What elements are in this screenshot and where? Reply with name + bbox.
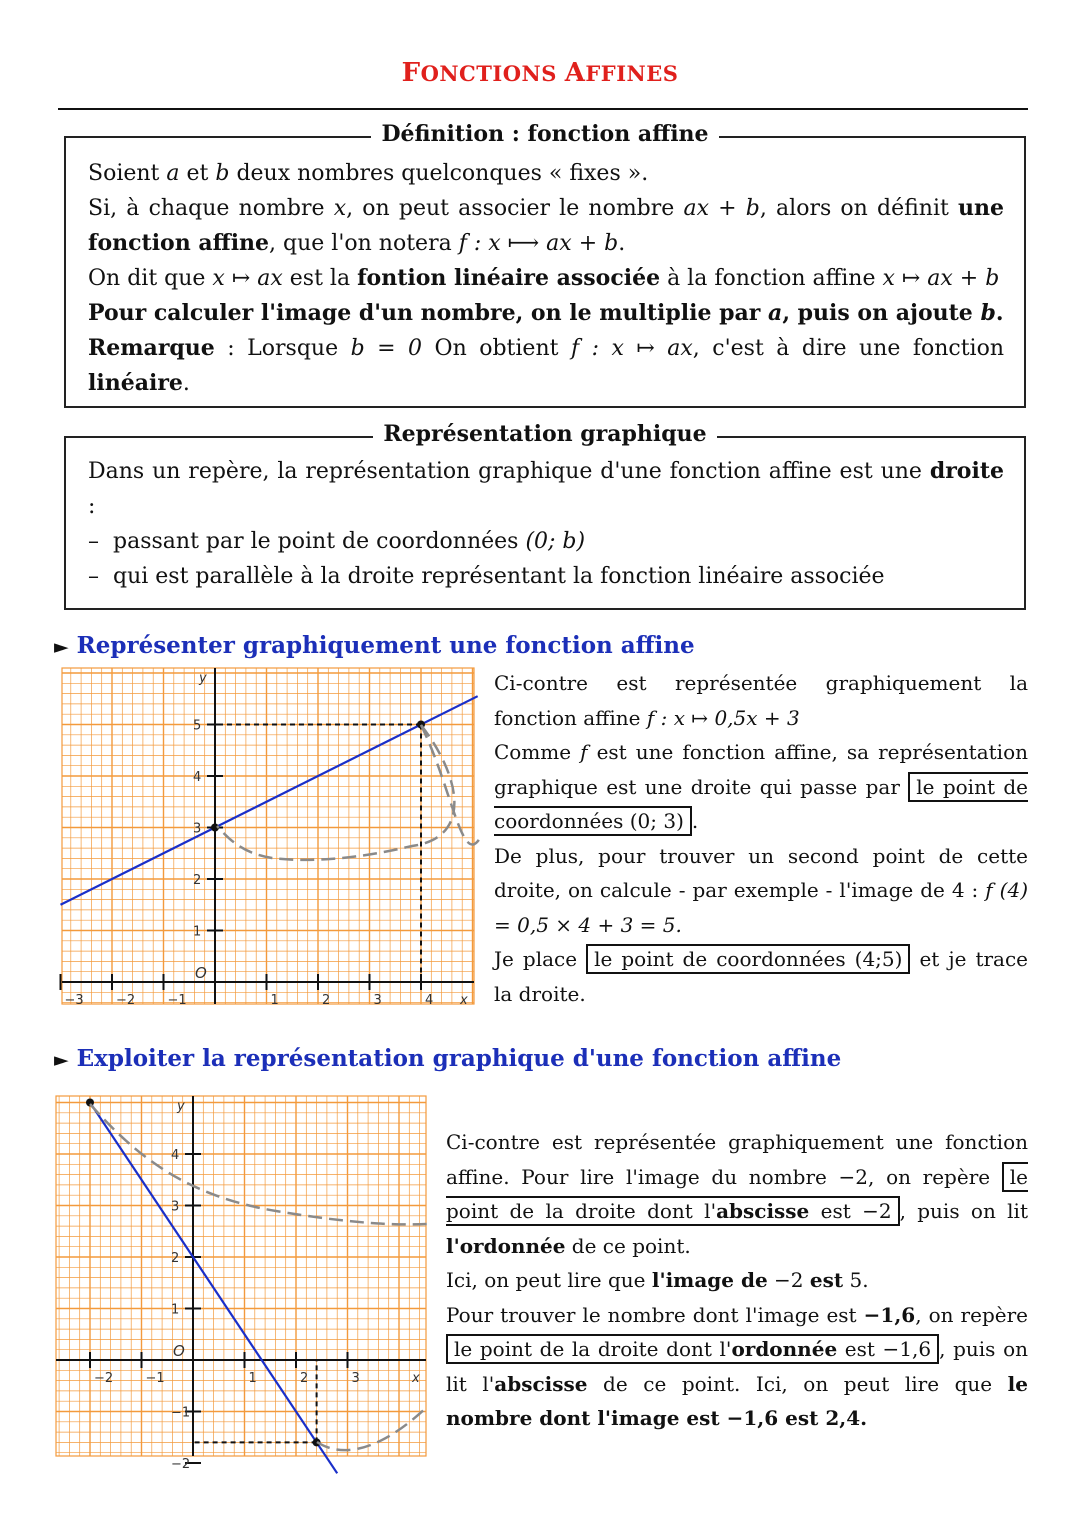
representation-heading: Représentation graphique <box>373 421 716 447</box>
origin-label: O <box>195 964 207 982</box>
definition-line-4: Pour calculer l'image d'un nombre, on le multiplie par a, puis on ajoute b. <box>88 300 1004 326</box>
section-1-title: ► Représenter graphiquement une fonction affine <box>54 632 695 659</box>
point-4-5-box: le point de coordonnées (4;5) <box>586 944 910 974</box>
y-tick-label: 3 <box>171 1199 180 1215</box>
title-first-letter: F <box>401 58 421 88</box>
section-1-p4: Je place le point de coordonnées (4;5) et je trace la droite. <box>494 942 1028 1011</box>
title-rest-b: FFINES <box>585 61 679 86</box>
x-tick-label: 2 <box>300 1371 309 1386</box>
origin-label: O <box>173 1342 185 1360</box>
x-tick-label: 3 <box>351 1371 360 1386</box>
page-title <box>0 58 1080 88</box>
section-2-p2: Ici, on peut lire que l'image de −2 est 5. <box>446 1268 869 1292</box>
section-1-text <box>494 666 1028 1011</box>
ordinate-box: le point de la droite dont l'ordonnée est −1,6 <box>446 1334 939 1364</box>
y-tick-label: 3 <box>193 821 202 837</box>
x-tick-label: −2 <box>94 1371 114 1386</box>
section-2-p3: Pour trouver le nombre dont l'image est −1,6, on repère le point de la droite dont l'ordonnée est −1,6 , puis on lit l'abscisse de ce point. Ici, on peut lire que le nombre dont l'image est −1,6 est 2,4. <box>446 1302 1028 1430</box>
grid-frame <box>62 668 474 1004</box>
definition-box <box>64 121 1026 408</box>
definition-heading: Définition : fonction affine <box>371 121 718 147</box>
definition-remark: Remarque : Lorsque b = 0 On obtient f : x ↦ ax, c'est à dire une fonction linéaire. <box>88 335 1005 396</box>
x-tick-label: −1 <box>167 993 187 1008</box>
title-rule <box>58 108 1028 110</box>
section-1-p1: Ci-contre est représentée graphiquement la fonction affine f : x ↦ 0,5x + 3 <box>494 671 1028 730</box>
grid-frame <box>56 1096 426 1456</box>
x-tick-label: −3 <box>64 993 84 1008</box>
point-0-3-box: le point de coordonnées (0; 3) <box>494 772 1028 837</box>
section-2-text <box>446 1125 1028 1436</box>
definition-line-3: On dit que x ↦ ax est la fontion linéaire associée à la fonction affine x ↦ ax + b <box>88 265 1000 291</box>
y-tick-label: 2 <box>193 873 202 888</box>
y-tick-label: 1 <box>193 924 202 940</box>
x-tick-label: 4 <box>425 993 434 1008</box>
y-tick-label: −2 <box>171 1457 191 1472</box>
title-rest-a: ONCTIONS <box>420 61 565 86</box>
x-tick-label: −1 <box>145 1371 165 1386</box>
title-second-letter: A <box>564 58 586 88</box>
section-2-p1: Ci-contre est représentée graphiquement une fonction affine. Pour lire l'image du nombre −2, on repère le point de la droite dont l'abscisse est −2 , puis on lit l'ordonnée de ce point. <box>446 1130 1028 1258</box>
definition-line-1: Soient a et b deux nombres quelconques « fixes ». <box>88 161 649 186</box>
x-tick-label: −2 <box>116 993 136 1008</box>
y-tick-label: 1 <box>171 1302 180 1318</box>
x-axis-label: x <box>460 993 468 1008</box>
y-tick-label: 4 <box>171 1148 180 1163</box>
y-axis-label: y <box>177 1099 185 1114</box>
section-2-title: ► Exploiter la représentation graphique d'une fonction affine <box>54 1045 842 1072</box>
definition-body <box>66 138 1024 413</box>
y-tick-label: 2 <box>171 1251 180 1266</box>
definition-line-2: Si, à chaque nombre x, on peut associer le nombre ax + b, alors on définit une fonction affine, que l'on notera f : x ⟼ ax + b. <box>88 195 1005 256</box>
x-tick-label: 2 <box>322 993 331 1008</box>
representation-line-1: Dans un repère, la représentation graphique d'une fonction affine est une droite : <box>88 458 1004 519</box>
y-tick-label: −1 <box>171 1405 191 1421</box>
y-axis-label: y <box>199 671 207 686</box>
representation-item-1: – passant par le point de coordonnées (0; b) <box>88 529 586 554</box>
representation-body <box>66 438 1024 606</box>
x-tick-label: 3 <box>373 993 382 1008</box>
representation-item-2: – qui est parallèle à la droite représentant la fonction linéaire associée <box>88 564 885 589</box>
representation-box <box>64 421 1026 610</box>
x-tick-label: 1 <box>248 1371 257 1386</box>
section-1-p3: De plus, pour trouver un second point de cette droite, on calcule - par exemple - l'image de 4 : f (4) = 0,5 × 4 + 3 = 5. <box>494 843 1028 937</box>
x-tick-label: 1 <box>270 993 279 1008</box>
y-tick-label: 4 <box>193 770 202 785</box>
section-2-arrow-icon: ► <box>54 1049 69 1071</box>
graph-1 <box>62 668 480 1018</box>
section-1-arrow-icon: ► <box>54 636 69 658</box>
y-tick-label: 5 <box>193 718 202 734</box>
x-axis-label: x <box>412 1371 420 1386</box>
abscissa-box: le point de la droite dont l'abscisse est −2 <box>446 1162 1028 1227</box>
section-1-p2: Comme f est une fonction affine, sa représentation graphique est une droite qui passe par le point de coordonnées (0; 3) . <box>494 735 1028 839</box>
graph-2 <box>56 1096 428 1472</box>
